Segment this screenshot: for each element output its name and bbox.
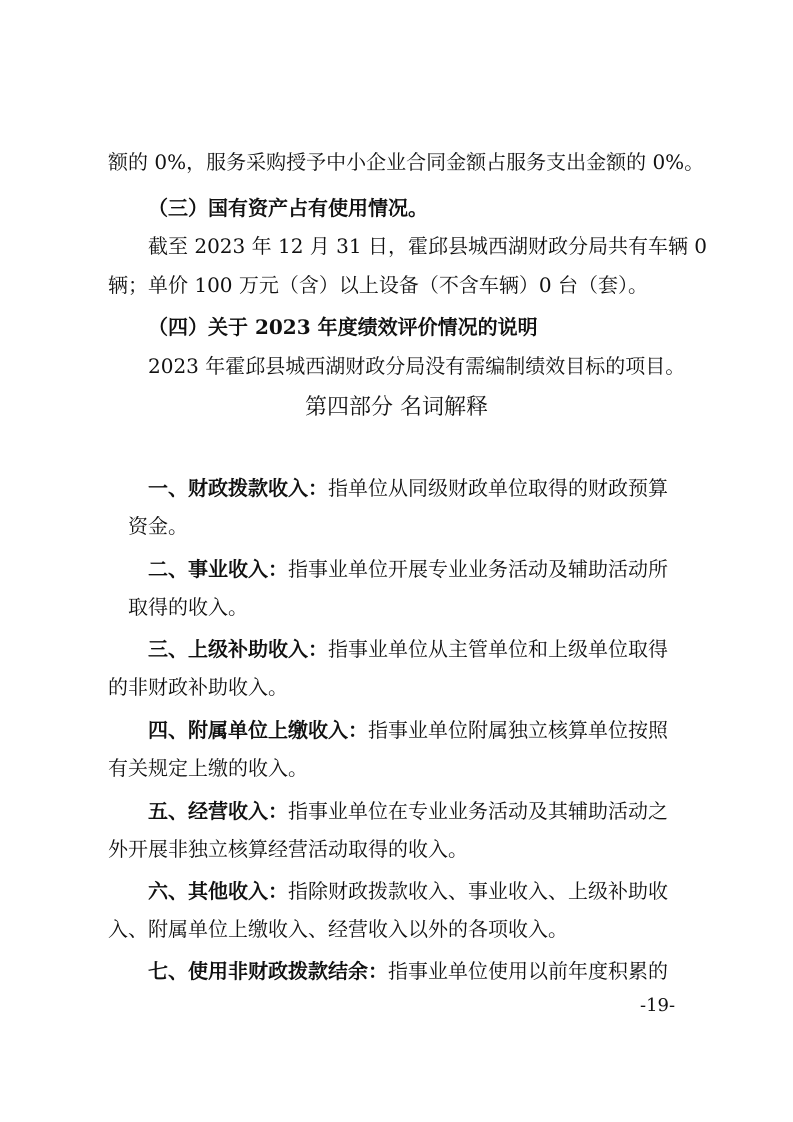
glossary-term-3	[148, 635, 733, 663]
term-definition: 指单位从同级财政单位取得的财政预算	[328, 476, 668, 500]
paragraph-continuation	[108, 148, 705, 176]
glossary-term-6-continued	[108, 915, 693, 943]
glossary-term-4	[148, 716, 733, 744]
term-definition: 指事业单位使用以前年度积累的	[388, 959, 668, 983]
term-label: 六、其他收入：	[148, 879, 288, 903]
term-definition: 指事业单位附属独立核算单位按照	[368, 718, 668, 742]
term-definition: 入、附属单位上缴收入、经营收入以外的各项收入。	[108, 917, 568, 941]
section-heading-4	[148, 313, 733, 341]
term-label: 四、附属单位上缴收入：	[148, 718, 368, 742]
term-label: 二、事业收入：	[148, 557, 288, 581]
glossary-term-2	[148, 555, 733, 583]
term-label: 三、上级补助收入：	[148, 637, 328, 661]
assets-paragraph-line-1	[148, 232, 733, 260]
glossary-term-4-continued	[108, 754, 693, 782]
term-label: 七、使用非财政拨款结余：	[148, 959, 388, 983]
section-heading-3	[148, 194, 733, 222]
glossary-term-5-continued	[108, 835, 693, 863]
term-label: 五、经营收入：	[148, 799, 288, 823]
performance-paragraph	[148, 352, 733, 380]
assets-paragraph-line-2	[108, 271, 693, 299]
paragraph-text: 截至 2023 年 12 月 31 日，霍邱县城西湖财政分局共有车辆 0	[148, 234, 708, 258]
glossary-term-1-continued	[128, 512, 713, 540]
page-number: -19-	[640, 995, 676, 1016]
term-definition: 指事业单位从主管单位和上级单位取得	[328, 637, 668, 661]
term-definition: 指除财政拨款收入、事业收入、上级补助收	[288, 879, 668, 903]
paragraph-text: 2023 年霍邱县城西湖财政分局没有需编制绩效目标的项目。	[148, 354, 686, 378]
term-definition: 取得的收入。	[128, 595, 248, 619]
glossary-term-6	[148, 877, 733, 905]
glossary-term-1	[148, 474, 733, 502]
glossary-term-2-continued	[128, 593, 713, 621]
term-definition: 外开展非独立核算经营活动取得的收入。	[108, 837, 468, 861]
paragraph-text: 辆；单价 100 万元（含）以上设备（不含车辆）0 台（套）。	[108, 273, 648, 297]
paragraph-text: 额的 0%，服务采购授予中小企业合同金额占服务支出金额的 0%。	[108, 150, 705, 174]
term-definition: 的非财政补助收入。	[108, 675, 288, 699]
glossary-term-7	[148, 957, 733, 985]
term-definition: 有关规定上缴的收入。	[108, 756, 308, 780]
section-heading-text: （四）关于 2023 年度绩效评价情况的说明	[148, 315, 538, 339]
glossary-term-3-continued	[108, 673, 693, 701]
glossary-term-5	[148, 797, 733, 825]
section-heading-text: （三）国有资产占有使用情况。	[148, 196, 428, 220]
term-label: 一、财政拨款收入：	[148, 476, 328, 500]
term-definition: 指事业单位开展专业业务活动及辅助活动所	[288, 557, 668, 581]
term-definition: 资金。	[128, 514, 188, 538]
term-definition: 指事业单位在专业业务活动及其辅助活动之	[288, 799, 668, 823]
part-title: 第四部分 名词解释	[305, 395, 488, 420]
